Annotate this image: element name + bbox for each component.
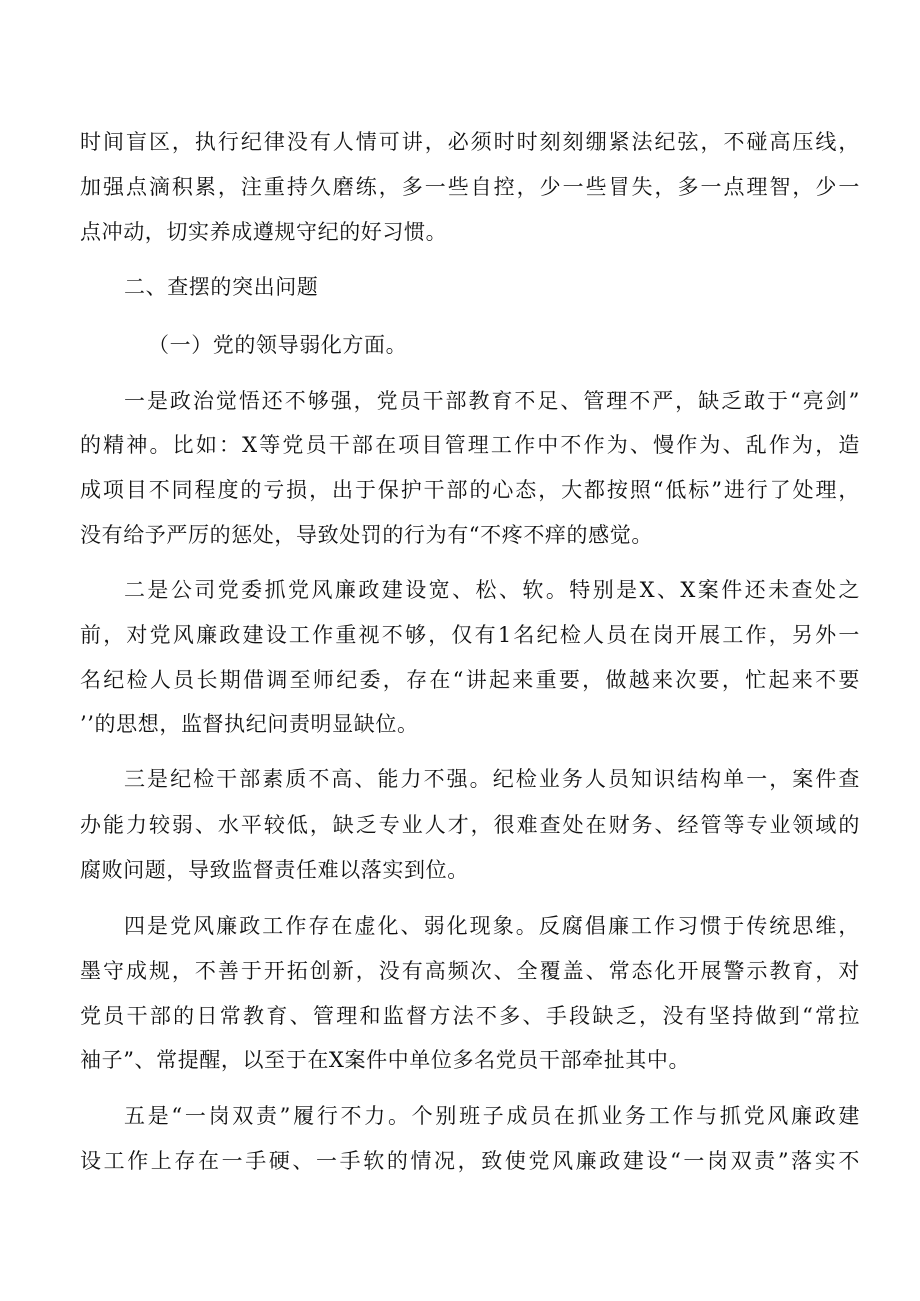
paragraph-line: 加强点滴积累，注重持久磨练，多一些自控，少一些冒失，多一点理智，少一 [80,175,860,199]
paragraph-line: 设工作上存在一手硬、一手软的情况，致使党风廉政建设“一岗双责”落实不 [80,1149,860,1173]
section-heading: 二、查摆的突出问题 [124,275,319,299]
paragraph-line: 二是公司党委抓党风廉政建设宽、松、软。特别是X、X案件还未查处之 [124,578,860,602]
paragraph-line: 袖子”、常提醒，以至于在X案件中单位多名党员干部牵扯其中。 [80,1048,691,1072]
paragraph-line: 办能力较弱、水平较低，缺乏专业人才，很难查处在财务、经管等专业领域的 [80,813,860,837]
paragraph-line: 三是纪检干部素质不高、能力不强。纪检业务人员知识结构单一，案件查 [124,767,860,791]
paragraph-line: 墨守成规，不善于开拓创新，没有高频次、全覆盖、常态化开展警示教育，对 [80,959,860,983]
paragraph-line: 没有给予严厉的惩处，导致处罚的行为有“不疼不痒的感觉。 [80,523,653,547]
paragraph-line: 前，对党风廉政建设工作重视不够，仅有1名纪检人员在岗开展工作，另外一 [80,623,860,647]
paragraph-line: 时间盲区，执行纪律没有人情可讲，必须时时刻刻绷紧法纪弦，不碰高压线， [80,130,860,154]
paragraph-line: ’’的思想，监督执纪问责明显缺位。 [80,712,419,736]
paragraph-line: 党员干部的日常教育、管理和监督方法不多、手段缺乏，没有坚持做到“常拉 [80,1004,860,1028]
paragraph-line: 四是党风廉政工作存在虚化、弱化现象。反腐倡廉工作习惯于传统思维， [124,914,860,938]
paragraph-line: 一是政治觉悟还不够强，党员干部教育不足、管理不严，缺乏敢于“亮剑” [124,389,860,413]
subsection-heading: （一）党的领导弱化方面。 [148,333,408,357]
paragraph-line: 点冲动，切实养成遵规守纪的好习惯。 [80,220,448,244]
paragraph-line: 腐败问题，导致监督责任难以落实到位。 [80,858,469,882]
paragraph-line: 五是“一岗双责”履行不力。个别班子成员在抓业务工作与抓党风廉政建 [124,1104,860,1128]
paragraph-line: 名纪检人员长期借调至师纪委，存在“讲起来重要，做越来次要，忙起来不要 [80,668,860,692]
paragraph-line: 成项目不同程度的亏损，出于保护干部的心态，大都按照“低标”进行了处理， [80,478,860,502]
paragraph-line: 的精神。比如：X等党员干部在项目管理工作中不作为、慢作为、乱作为，造 [80,433,860,457]
